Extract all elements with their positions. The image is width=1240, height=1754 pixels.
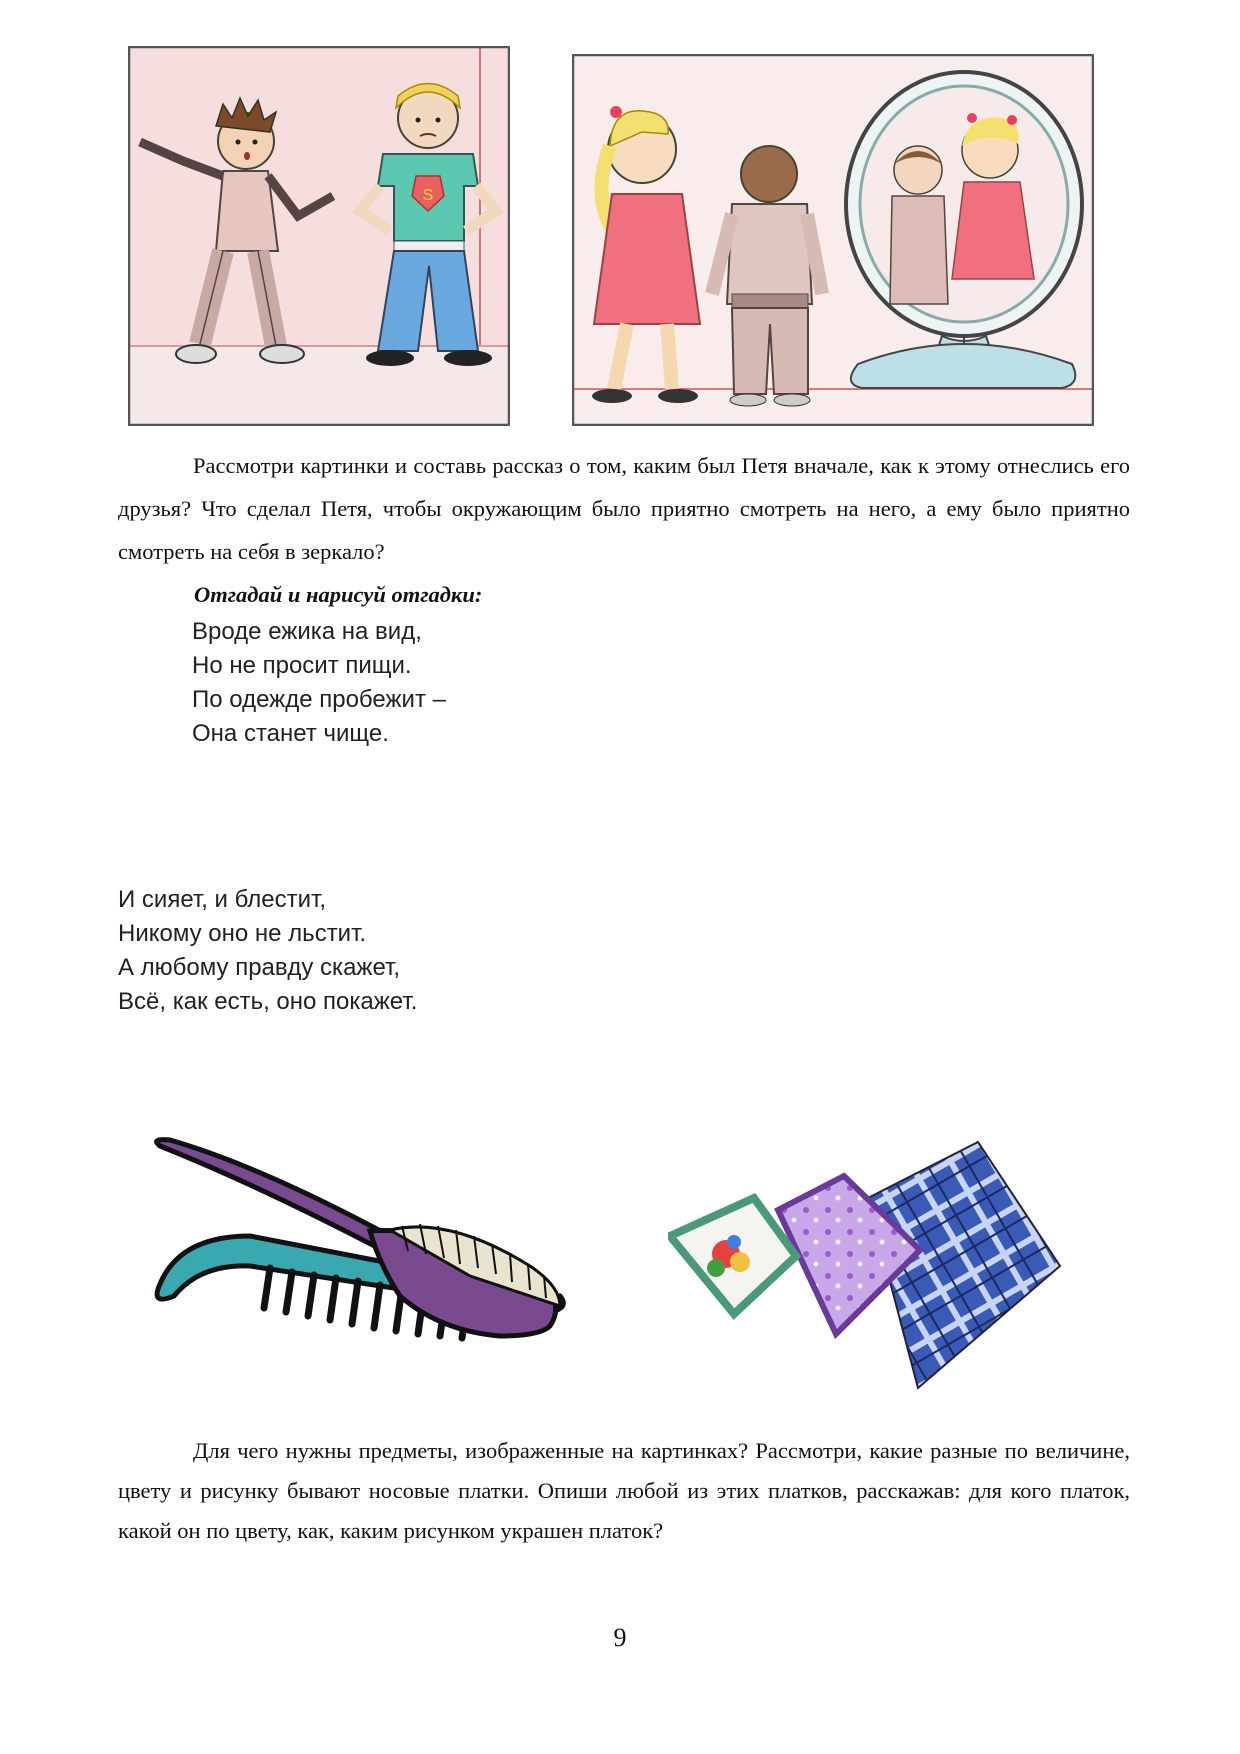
page-number: 9 bbox=[613, 1623, 627, 1652]
paragraph-1: Рассмотри картинки и составь рассказ о том, каким был Петя вначале, как к этому отнеслись его друзья? Что сделал Петя, чтобы окружающим было приятно смотреть на него, а ему было приятно смотреть на себя в зеркало? bbox=[118, 453, 1130, 564]
two-boys-illustration bbox=[128, 46, 510, 426]
riddle-1 bbox=[192, 615, 446, 751]
riddle-2 bbox=[118, 883, 417, 1019]
handkerchiefs-illustration bbox=[668, 1138, 1068, 1390]
riddle-1-line: По одежде пробежит – bbox=[192, 686, 446, 713]
riddle-2-line: Всё, как есть, оно покажет. bbox=[118, 988, 418, 1015]
riddle-2-line: Никому оно не льстит. bbox=[118, 920, 367, 947]
mirror-scene-illustration bbox=[572, 54, 1094, 426]
riddle-heading: Отгадай и нарисуй отгадки: bbox=[194, 582, 483, 607]
riddle-1-line: Но не просит пищи. bbox=[192, 652, 412, 679]
paragraph-2: Для чего нужны предметы, изображенные на картинках? Рассмотри, какие разные по величине, цвету и рисунку бывают носовые платки. Опиши любой из этих платков, расскажав: для кого платок, какой он по цвету, как, каким рисунком украшен платок? bbox=[118, 1438, 1130, 1543]
riddle-2-line: А любому правду скажет, bbox=[118, 954, 401, 981]
riddle-1-line: Вроде ежика на вид, bbox=[192, 618, 422, 645]
riddle-1-line: Она станет чище. bbox=[192, 720, 389, 747]
riddle-2-line: И сияет, и блестит, bbox=[118, 886, 327, 913]
hairbrush-comb-illustration bbox=[140, 1136, 580, 1351]
svg-text:S: S bbox=[422, 187, 434, 204]
